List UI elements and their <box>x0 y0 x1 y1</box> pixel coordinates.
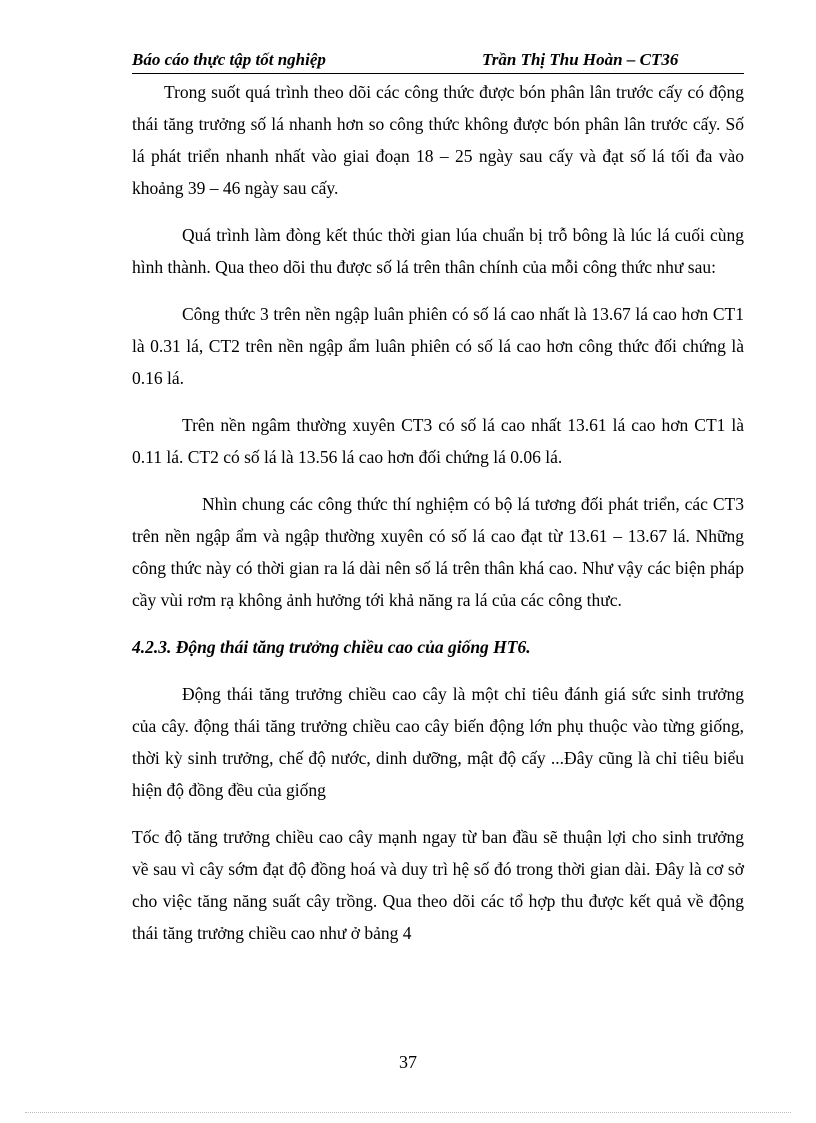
header-report-title: Báo cáo thực tập tốt nghiệp <box>132 50 326 69</box>
footer-divider <box>25 1112 791 1113</box>
page-header <box>132 44 744 74</box>
paragraph-growth-rate: Tốc độ tăng trưởng chiều cao cây mạnh ngay từ ban đầu sẽ thuận lợi cho sinh trưởng về sau vì cây sớm đạt độ đồng hoá và duy trì hệ số đó trong thời gian dài. Đây là cơ sở cho việc tăng năng suất cây trồng. Qua theo dõi các tổ hợp thu được kết quả về động thái tăng trưởng chiều cao như ở bảng 4 <box>132 827 744 943</box>
section-heading: 4.2.3. Động thái tăng trưởng chiều cao của giống HT6. <box>132 637 531 657</box>
header-author: Trần Thị Thu Hoàn – CT36 <box>482 50 679 69</box>
paragraph-summary: Nhìn chung các công thức thí nghiệm có bộ lá tương đối phát triển, các CT3 trên nền ngập ẩm và ngập thường xuyên có số lá cao đạt từ 13.61 – 13.67 lá. Những công thức này có thời gian ra lá dài nên số lá trên thân khá cao. Như vậy các biện pháp cầy vùi rơm rạ không ảnh hưởng tới khả năng ra lá của các công thưc. <box>132 494 744 610</box>
paragraph-height-dynamics: Động thái tăng trưởng chiều cao cây là một chỉ tiêu đánh giá sức sinh trưởng của cây. động thái tăng trưởng chiều cao cây biến động lớn phụ thuộc vào từng giống, thời kỳ sinh trưởng, chế độ nước, dinh dưỡng, mật độ cấy ...Đây cũng là chỉ tiêu biểu hiện độ đồng đều của giống <box>132 684 744 800</box>
paragraph-formula-3: Công thức 3 trên nền ngập luân phiên có số lá cao nhất là 13.67 lá cao hơn CT1 là 0.31 lá, CT2 trên nền ngập ẩm luân phiên có số lá cao hơn công thức đối chứng là 0.16 lá. <box>132 304 744 388</box>
page-body <box>132 76 744 949</box>
paragraph-permanent-flooding: Trên nền ngâm thường xuyên CT3 có số lá cao nhất 13.61 lá cao hơn CT1 là 0.11 lá. CT2 có số lá là 13.56 lá cao hơn đối chứng lá 0.06 lá. <box>132 415 744 467</box>
page-number: 37 <box>399 1052 417 1072</box>
paragraph-leaf-growth: Trong suốt quá trình theo dõi các công thức được bón phân lân trước cấy có động thái tăng trưởng số lá nhanh hơn so công thức không được bón phân lân trước cấy. Số lá phát triển nhanh nhất vào giai đoạn 18 – 25 ngày sau cấy và đạt số lá tối đa vào khoảng 39 – 46 ngày sau cấy. <box>132 82 744 198</box>
paragraph-leaf-formation: Quá trình làm đòng kết thúc thời gian lúa chuẩn bị trỗ bông là lúc lá cuối cùng hình thành. Qua theo dõi thu được số lá trên thân chính của mỗi công thức như sau: <box>132 225 744 277</box>
header-divider <box>132 73 744 74</box>
